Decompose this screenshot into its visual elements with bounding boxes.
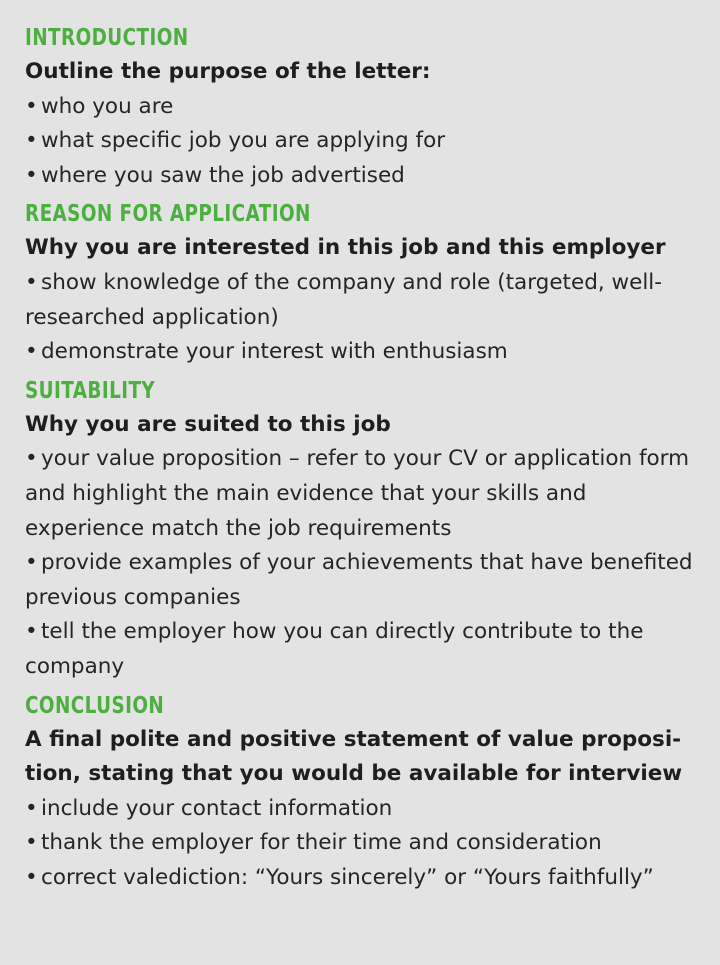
section-heading: SUITABILITY [25,377,156,404]
bullet-text: provide examples of your achievements that have benefited previous companies [25,550,693,610]
section-intro: A final polite and positive statement of value proposi-tion, stating that you would be available for interview [25,726,683,787]
bullet-text: thank the employer for their time and consideration [41,830,602,856]
bullet-text: tell the employer how you can directly contribute to the company [25,619,644,679]
bullet-text: correct valediction: “Yours sincerely” or “Yours faithfully” [41,864,654,890]
bullet-item [25,826,696,861]
section-heading: REASON FOR APPLICATION [25,201,311,228]
section-heading: CONCLUSION [25,692,165,719]
bullet-item [25,124,696,159]
bullet-icon: • [25,830,38,856]
section-introduction [25,21,696,193]
section-intro: Outline the purpose of the letter: [25,59,431,84]
bullet-icon: • [25,795,38,821]
bullet-icon: • [25,864,38,890]
section-intro: Why you are interested in this job and this employer [25,235,666,261]
bullet-item [25,615,696,684]
section-conclusion [25,689,696,896]
bullet-item [25,442,696,546]
bullet-item [25,90,696,125]
bullet-icon: • [25,93,38,119]
bullet-text: show knowledge of the company and role (targeted, well-researched application) [25,269,663,330]
section-suitability [25,374,696,685]
bullet-icon: • [25,619,38,645]
bullet-item [25,861,696,896]
bullet-item [25,266,696,335]
bullet-icon: • [25,339,38,365]
bullet-icon: • [25,269,38,295]
section-heading: INTRODUCTION [25,25,189,51]
bullet-item [25,792,696,827]
section-reason-for-application [25,197,696,369]
bullet-icon: • [25,162,38,188]
bullet-icon: • [25,128,38,154]
bullet-text: where you saw the job advertised [41,162,405,188]
bullet-item [25,335,696,370]
bullet-item [25,546,696,615]
bullet-text: demonstrate your interest with enthusiasm [41,339,508,365]
section-intro: Why you are suited to this job [25,411,391,437]
bullet-text: include your contact information [41,795,393,821]
bullet-icon: • [25,550,38,576]
bullet-text: your value proposition – refer to your CV or application form and highlight the main evidence that your skills and experience match the job requirements [25,446,690,541]
bullet-text: what specific job you are applying for [41,128,446,154]
bullet-item [25,159,696,194]
bullet-text: who you are [41,93,174,119]
bullet-icon: • [25,446,38,472]
